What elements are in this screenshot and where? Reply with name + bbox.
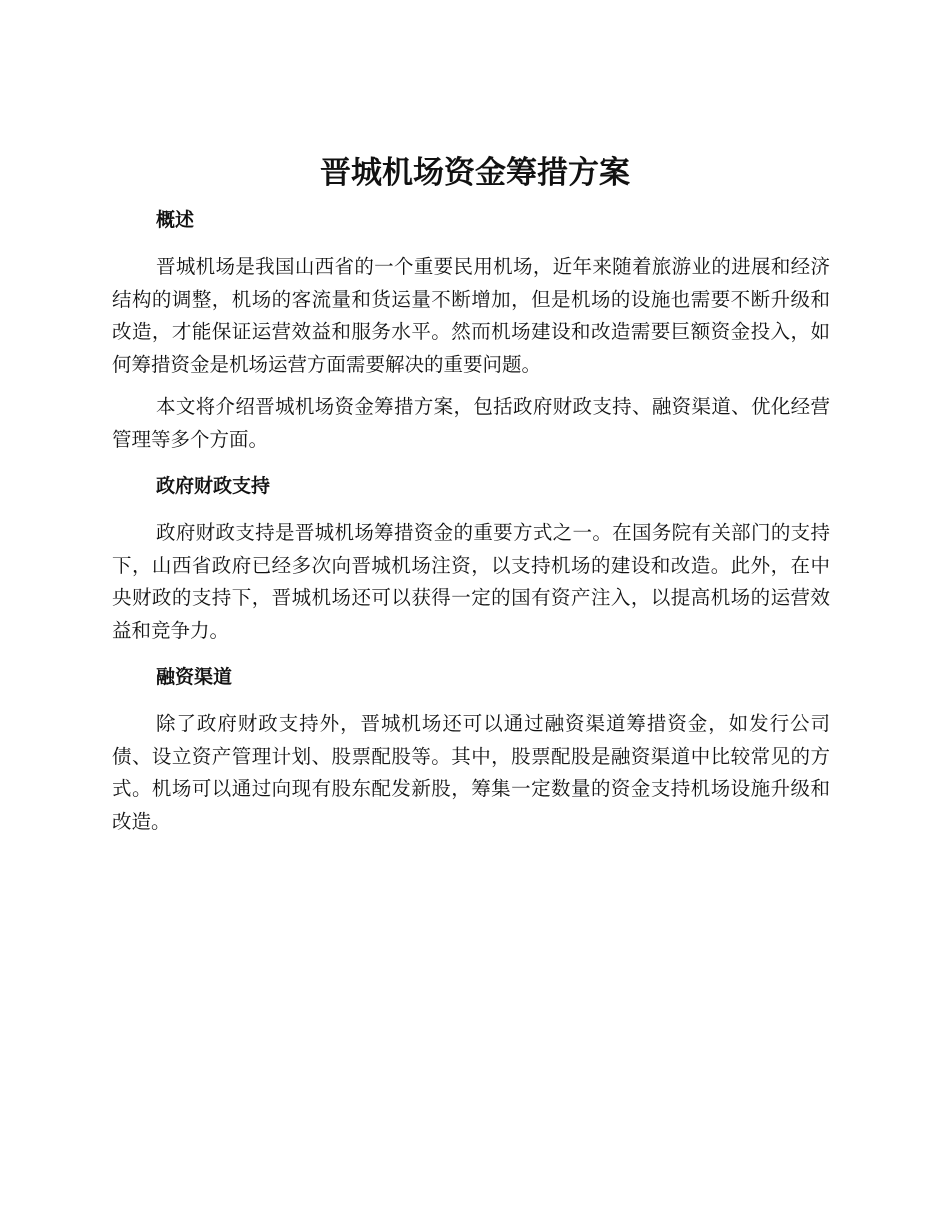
section-financing-channels [112, 657, 830, 838]
section-heading: 概述 [156, 209, 195, 231]
paragraph: 政府财政支持是晋城机场筹措资金的重要方式之一。在国务院有关部门的支持下，山西省政府已经多次向晋城机场注资，以支持机场的建设和改造。此外，在中央财政的支持下，晋城机场还可以获得一定的国有资产注入，以提高机场的运营效益和竞争力。 [112, 521, 830, 642]
paragraph: 本文将介绍晋城机场资金筹措方案，包括政府财政支持、融资渠道、优化经营管理等多个方面。 [112, 395, 830, 451]
document-title: 晋城机场资金筹措方案 [320, 155, 630, 191]
paragraph: 晋城机场是我国山西省的一个重要民用机场，近年来随着旅游业的进展和经济结构的调整，机场的客流量和货运量不断增加，但是机场的设施也需要不断升级和改造，才能保证运营效益和服务水平。然而机场建设和改造需要巨额资金投入，如何筹措资金是机场运营方面需要解决的重要问题。 [112, 255, 830, 376]
section-overview [112, 200, 830, 466]
section-heading: 融资渠道 [156, 666, 233, 688]
paragraph: 除了政府财政支持外，晋城机场还可以通过融资渠道筹措资金，如发行公司债、设立资产管理计划、股票配股等。其中，股票配股是融资渠道中比较常见的方式。机场可以通过向现有股东配发新股，筹集一定数量的资金支持机场设施升级和改造。 [112, 712, 830, 833]
document-body [112, 200, 830, 838]
section-government-funding [112, 466, 830, 657]
section-heading: 政府财政支持 [156, 475, 271, 497]
